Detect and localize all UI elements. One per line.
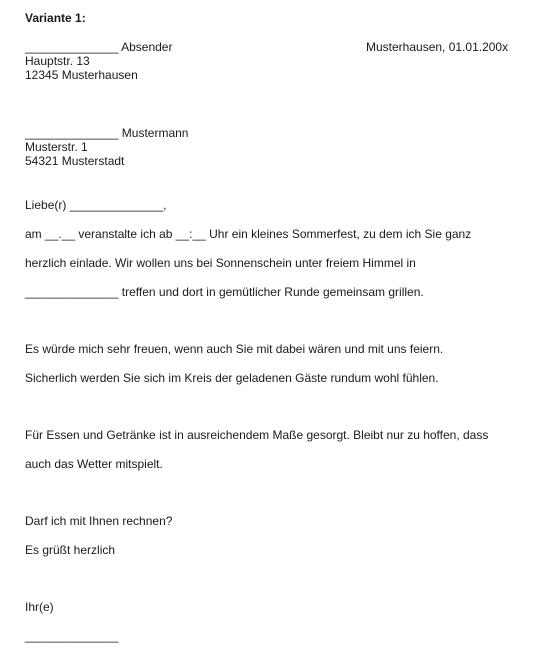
- paragraph1-line2: herzlich einlade. Wir wollen uns bei Sonnenschein unter freiem Himmel in: [25, 256, 416, 270]
- recipient-street: Musterstr. 1: [25, 140, 88, 154]
- signature-label: Ihr(e): [25, 600, 54, 614]
- salutation: Liebe(r) ______________,: [25, 198, 167, 212]
- paragraph3-line1: Für Essen und Getränke ist in ausreichendem Maße gesorgt. Bleibt nur zu hoffen, dass: [25, 428, 489, 442]
- paragraph3-line2: auch das Wetter mitspielt.: [25, 457, 163, 471]
- sender-city: 12345 Musterhausen: [25, 68, 138, 82]
- closing-line: Es grüßt herzlich: [25, 543, 116, 557]
- sender-name-line: ______________ Absender: [25, 40, 173, 54]
- paragraph1-line3: ______________ treffen und dort in gemütlicher Runde gemeinsam grillen.: [25, 285, 424, 299]
- paragraph2-line2: Sicherlich werden Sie sich im Kreis der geladenen Gäste rundum wohl fühlen.: [25, 371, 439, 385]
- signature-line: ______________: [25, 629, 119, 643]
- sender-street: Hauptstr. 13: [25, 54, 90, 68]
- letter-heading: Variante 1:: [25, 11, 86, 25]
- paragraph2-line1: Es würde mich sehr freuen, wenn auch Sie mit dabei wären und mit uns feiern.: [25, 342, 444, 356]
- recipient-name-line: ______________ Mustermann: [25, 126, 189, 140]
- question-line: Darf ich mit Ihnen rechnen?: [25, 514, 173, 528]
- recipient-city: 54321 Musterstadt: [25, 154, 125, 168]
- place-date: Musterhausen, 01.01.200x: [366, 40, 509, 54]
- paragraph1-line1: am __.__ veranstalte ich ab __:__ Uhr ein kleines Sommerfest, zu dem ich Sie ganz: [25, 227, 472, 241]
